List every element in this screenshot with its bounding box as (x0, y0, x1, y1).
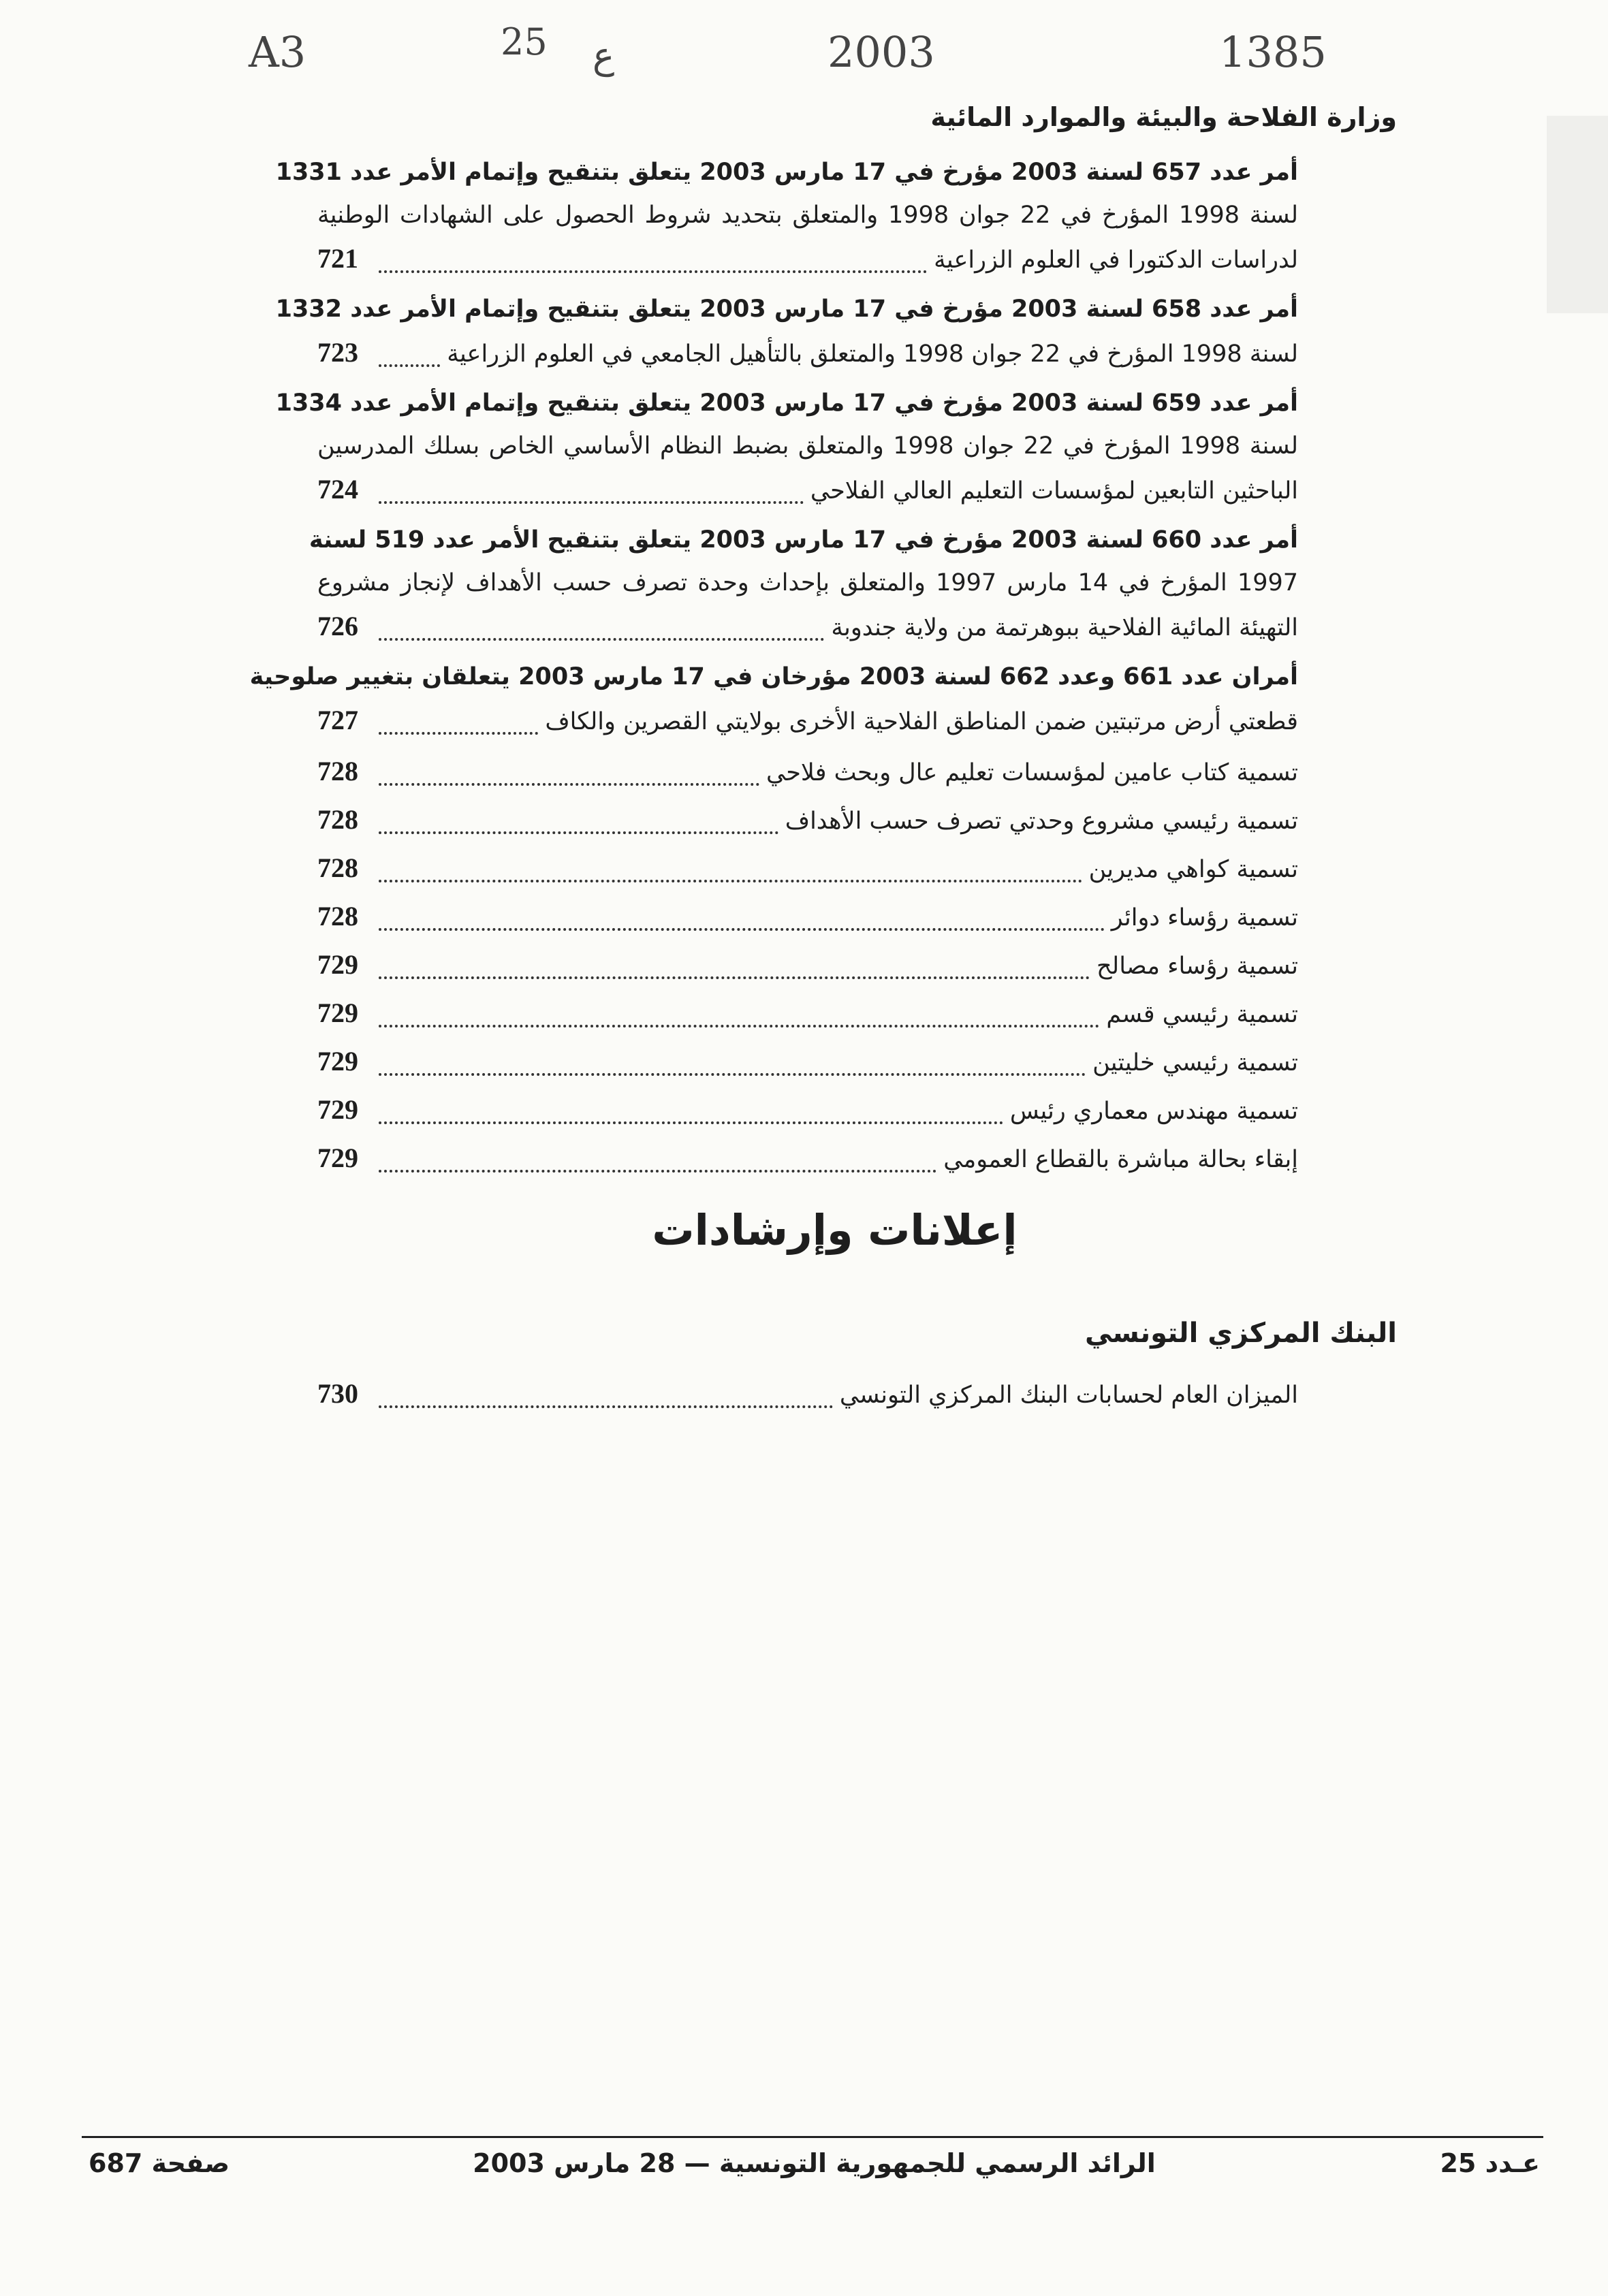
entry-line: لسنة 1998 المؤرخ في 22 جوان 1998 والمتعلق بضبط النظام الأساسي الخاص بسلك المدرسين (317, 432, 1298, 460)
page-number: 721 (317, 243, 358, 274)
entry-line: أمر عدد 658 لسنة 2003 مؤرخ في 17 مارس 2003 يتعلق بتنقيح وإتمام الأمر عدد 1332 (275, 296, 1298, 323)
entry-line: لدراسات الدكتورا في العلوم الزراعية (934, 246, 1298, 274)
footer-page-number: صفحة 687 (89, 2148, 230, 2178)
page-number: 727 (317, 705, 358, 735)
leader-dots (379, 627, 824, 641)
page-number: 730 (317, 1378, 358, 1409)
page-number: 723 (317, 337, 358, 368)
item-text: تسمية رئيسي خليتين (1092, 1049, 1298, 1077)
leader-dots (379, 966, 1090, 979)
toc-item[interactable] (317, 991, 1298, 1034)
leader-dots (379, 1014, 1099, 1027)
leader-dots (379, 259, 927, 273)
item-text: تسمية مهندس معماري رئيس (1009, 1098, 1298, 1125)
page-number: 729 (317, 998, 358, 1028)
scan-bleed (1547, 116, 1608, 313)
handwritten-mark-2003: 2003 (827, 27, 935, 77)
entry-line: لسنة 1998 المؤرخ في 22 جوان 1998 والمتعلق بتحديد شروط الحصول على الشهادات الوطنية (317, 202, 1298, 229)
item-text: إبقاء بحالة مباشرة بالقطاع العمومي (943, 1146, 1298, 1173)
toc-item[interactable] (317, 895, 1298, 938)
leader-dots (379, 1062, 1086, 1076)
item-text: تسمية رؤساء دوائر (1111, 904, 1298, 931)
page-footer (89, 2148, 1540, 2189)
leader-dots (379, 772, 759, 786)
leader-dots (379, 1111, 1003, 1124)
leader-dots (379, 721, 538, 735)
toc-entry[interactable] (249, 656, 1298, 742)
page-number: 728 (317, 804, 358, 835)
leader-dots (379, 820, 778, 834)
footer-divider (82, 2136, 1543, 2138)
toc-item[interactable] (317, 750, 1298, 793)
page-number: 729 (317, 1143, 358, 1173)
entry-line: لسنة 1998 المؤرخ في 22 جوان 1998 والمتعلق بالتأهيل الجامعي في العلوم الزراعية (447, 340, 1298, 368)
toc-entry[interactable] (309, 519, 1298, 648)
leader-dots (379, 917, 1105, 931)
announcements-heading: إعلانات وإرشادات (652, 1205, 1018, 1255)
entry-line: 1997 المؤرخ في 14 مارس 1997 والمتعلق بإحداث وحدة تصرف حسب الأهداف لإنجاز مشروع (317, 569, 1298, 596)
entry-line: أمران عدد 661 وعدد 662 لسنة 2003 مؤرخان في 17 مارس 2003 يتعلقان بتغيير صلوحية (249, 663, 1298, 690)
leader-dots (379, 1159, 936, 1173)
leader-dots (379, 869, 1082, 882)
entry-line: أمر عدد 659 لسنة 2003 مؤرخ في 17 مارس 2003 يتعلق بتنقيح وإتمام الأمر عدد 1334 (275, 389, 1298, 417)
page-number: 728 (317, 756, 358, 786)
page-number: 726 (317, 611, 358, 641)
leader-dots (379, 353, 440, 367)
page-number: 728 (317, 901, 358, 931)
item-text: الميزان العام لحسابات البنك المركزي التونسي (839, 1382, 1298, 1409)
item-text: تسمية كواهي مديرين (1088, 856, 1298, 883)
entry-line: قطعتي أرض مرتبتين ضمن المناطق الفلاحية الأخرى بولايتي القصرين والكاف (545, 708, 1298, 735)
leader-dots (379, 490, 804, 504)
handwritten-mark-25: 25 (501, 20, 548, 63)
entry-line: التهيئة المائية الفلاحية ببوهرتمة من ولاية جندوبة (831, 614, 1298, 641)
toc-entry[interactable] (275, 288, 1298, 374)
bank-section-title: البنك المركزي التونسي (1084, 1318, 1397, 1349)
handwritten-mark-ain: ع (593, 34, 615, 77)
toc-entry[interactable] (275, 151, 1298, 280)
ministry-title: وزارة الفلاحة والبيئة والموارد المائية (930, 102, 1397, 132)
page-number: 728 (317, 852, 358, 883)
toc-item[interactable] (317, 1040, 1298, 1083)
page-number: 729 (317, 1046, 358, 1077)
handwritten-mark-a3: A3 (249, 27, 306, 77)
toc-item[interactable] (317, 943, 1298, 986)
entry-line: أمر عدد 657 لسنة 2003 مؤرخ في 17 مارس 2003 يتعلق بتنقيح وإتمام الأمر عدد 1331 (275, 159, 1298, 186)
item-text: تسمية رئيسي مشروع وحدتي تصرف حسب الأهداف (785, 808, 1298, 835)
page-number: 729 (317, 949, 358, 980)
toc-item[interactable] (317, 1136, 1298, 1179)
entry-line: أمر عدد 660 لسنة 2003 مؤرخ في 17 مارس 2003 يتعلق بتنقيح الأمر عدد 519 لسنة (309, 526, 1298, 554)
handwritten-mark-1385: 1385 (1219, 27, 1327, 77)
journal-title: الرائد الرسمي للجمهورية التونسية — 28 مارس 2003 (473, 2148, 1156, 2178)
page-number: 729 (317, 1094, 358, 1125)
toc-item[interactable] (317, 1088, 1298, 1131)
bank-item[interactable] (317, 1372, 1298, 1420)
entry-line: الباحثين التابعين لمؤسسات التعليم العالي الفلاحي (810, 477, 1298, 505)
toc-item[interactable] (317, 798, 1298, 841)
leader-dots (379, 1394, 833, 1408)
item-text: تسمية كتاب عامين لمؤسسات تعليم عال وبحث فلاحي (766, 759, 1298, 786)
page-number: 724 (317, 474, 358, 505)
item-text: تسمية رئيسي قسم (1106, 1001, 1298, 1028)
toc-item[interactable] (317, 846, 1298, 889)
issue-number: عـدد 25 (1440, 2148, 1540, 2178)
table-of-contents (249, 151, 1298, 1185)
toc-entry[interactable] (275, 382, 1298, 511)
item-text: تسمية رؤساء مصالح (1096, 953, 1298, 980)
